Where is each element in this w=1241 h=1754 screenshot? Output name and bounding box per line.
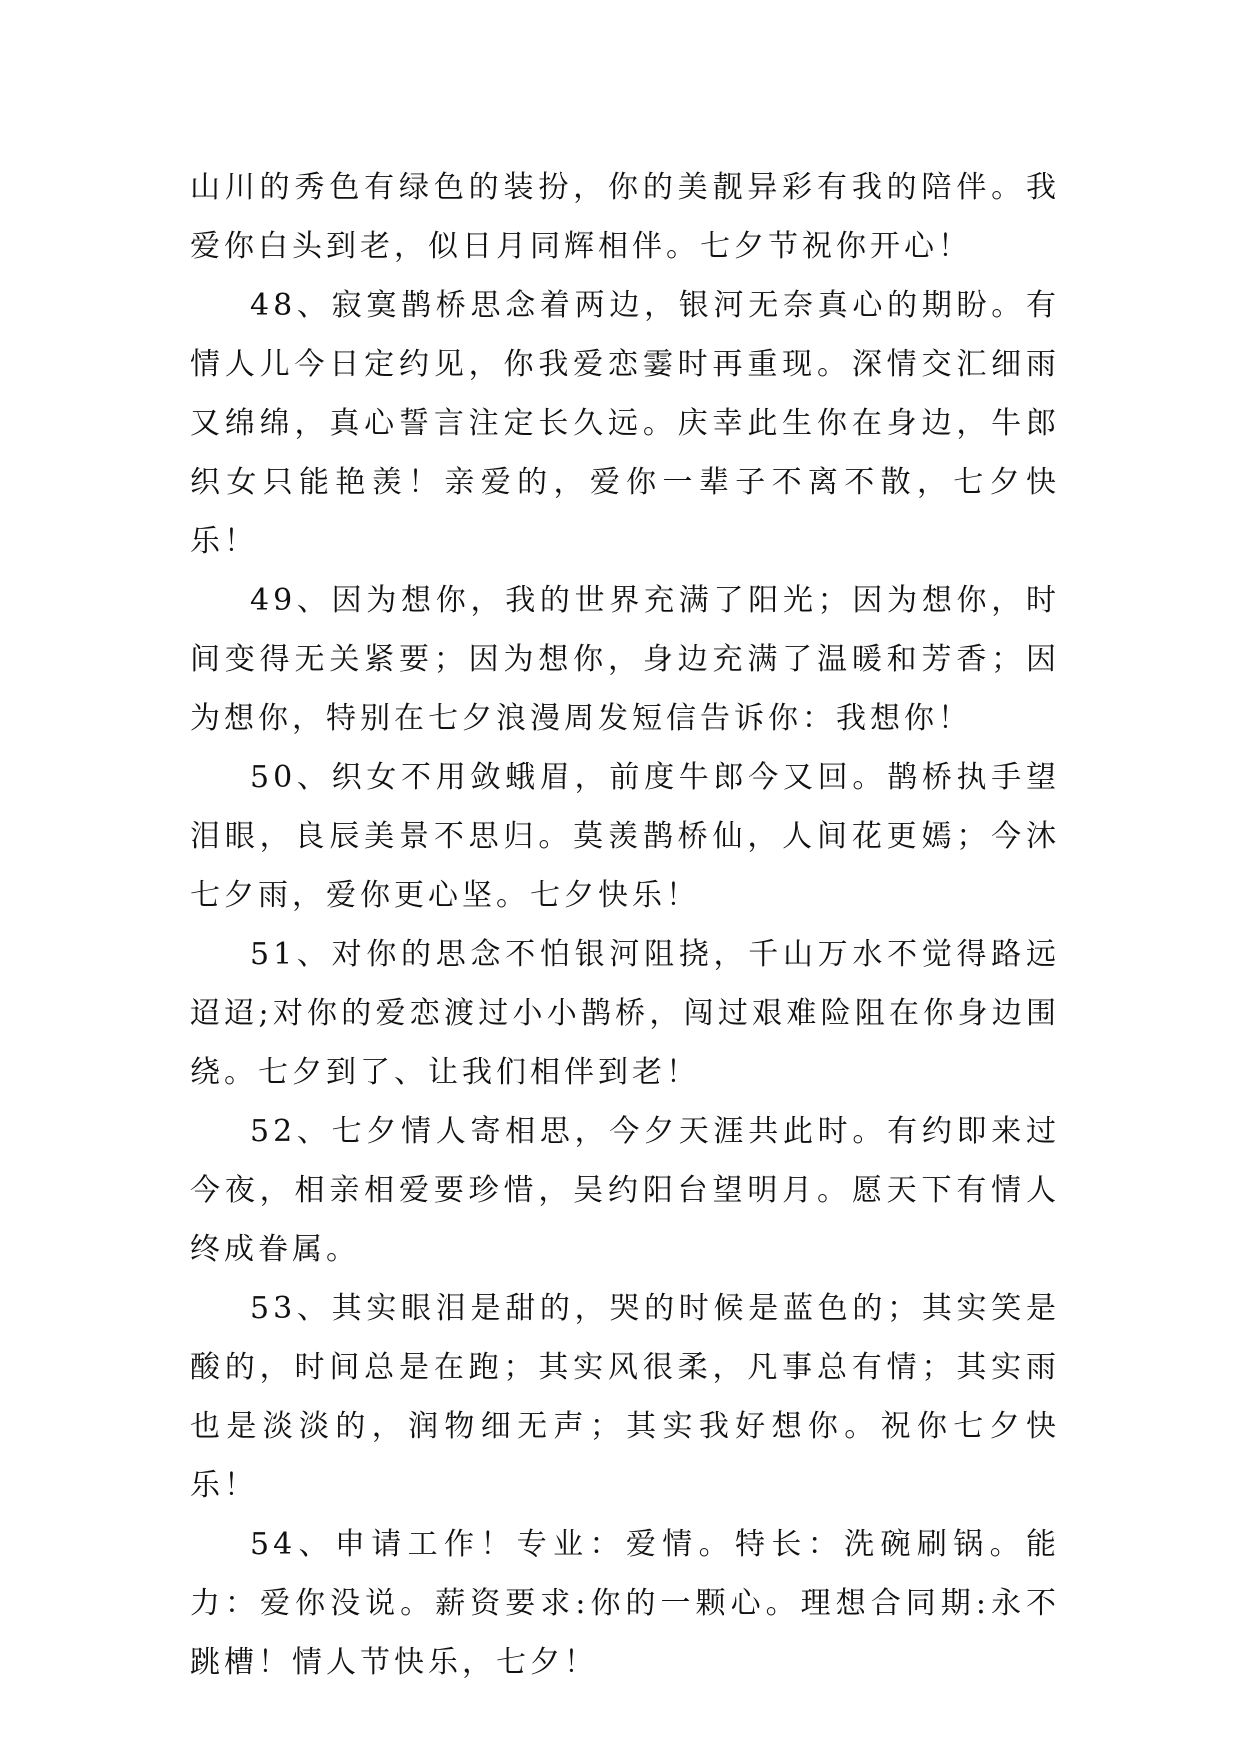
document-body	[190, 158, 1060, 1692]
paragraph-continuation: 山川的秀色有绿色的装扮，你的美靓异彩有我的陪伴。我爱你白头到老，似日月同辉相伴。七夕节祝你开心！	[190, 170, 1060, 264]
paragraph-54: 54、申请工作！专业：爱情。特长：洗碗刷锅。能力：爱你没说。薪资要求:你的一颗心。理想合同期:永不跳槽！情人节快乐，七夕！	[190, 1527, 1060, 1680]
paragraph-51: 51、对你的思念不怕银河阻挠，千山万水不觉得路远迢迢;对你的爱恋渡过小小鹊桥，闯过艰难险阻在你身边围绕。七夕到了、让我们相伴到老！	[190, 937, 1060, 1090]
paragraph-53: 53、其实眼泪是甜的，哭的时候是蓝色的；其实笑是酸的，时间总是在跑；其实风很柔，凡事总有情；其实雨也是淡淡的，润物细无声；其实我好想你。祝你七夕快乐！	[190, 1291, 1060, 1503]
paragraph-50: 50、织女不用敛蛾眉，前度牛郎今又回。鹊桥执手望泪眼，良辰美景不思归。莫羡鹊桥仙，人间花更嫣；今沐七夕雨，爱你更心坚。七夕快乐！	[190, 760, 1060, 913]
paragraph-52: 52、七夕情人寄相思，今夕天涯共此时。有约即来过今夜，相亲相爱要珍惜，吴约阳台望明月。愿天下有情人终成眷属。	[190, 1114, 1060, 1267]
paragraph-49: 49、因为想你，我的世界充满了阳光；因为想你，时间变得无关紧要；因为想你，身边充满了温暖和芳香；因为想你，特别在七夕浪漫周发短信告诉你：我想你！	[190, 583, 1060, 736]
paragraph-48: 48、寂寞鹊桥思念着两边，银河无奈真心的期盼。有情人儿今日定约见，你我爱恋霎时再重现。深情交汇细雨又绵绵，真心誓言注定长久远。庆幸此生你在身边，牛郎织女只能艳羡！亲爱的，爱你一辈子不离不散，七夕快乐！	[190, 288, 1060, 559]
